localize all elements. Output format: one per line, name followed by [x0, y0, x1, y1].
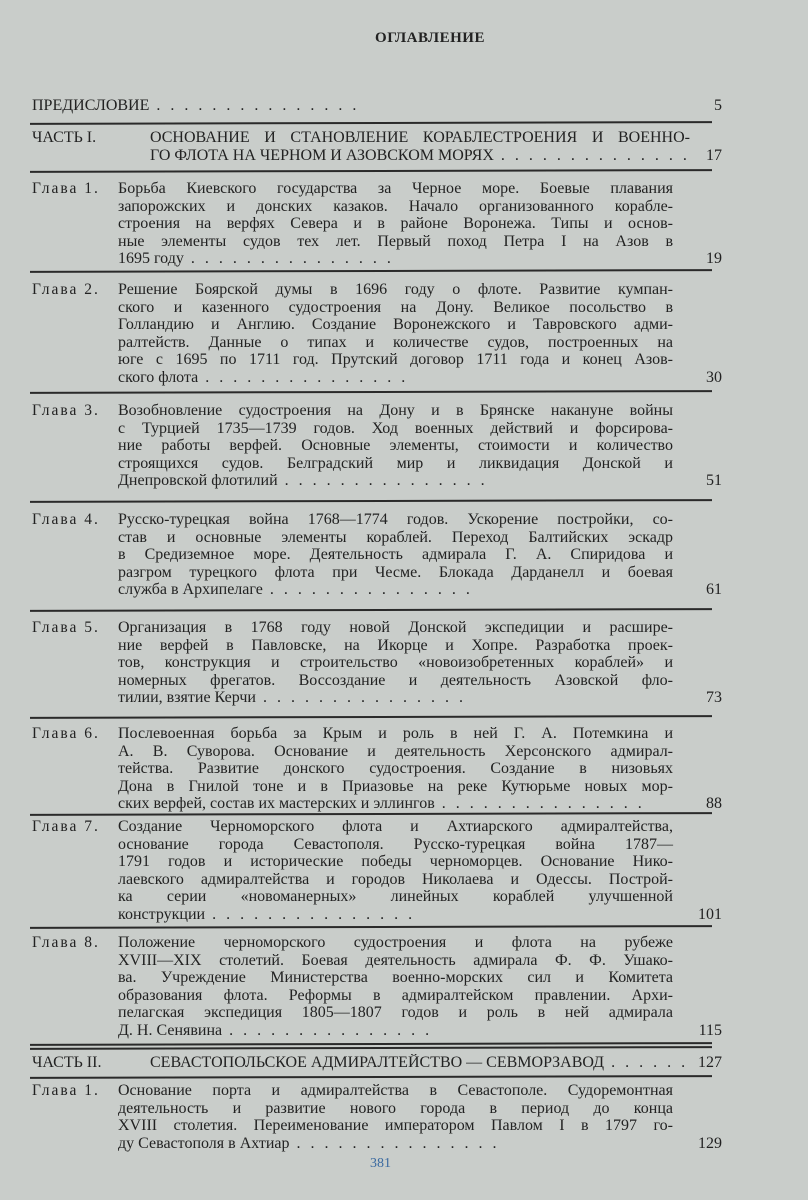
- entry-title-line: Создание Черноморского флота и Ахтиарского адмиралтейства,: [118, 818, 673, 835]
- entry-title-line: XVIII столетия. Переименование императором Павлом I в 1797 го-: [118, 1117, 673, 1134]
- entry-page-number: 5: [714, 97, 722, 114]
- entry-title-line: тов, конструкция и строительство «новоизобретенных кораблей» и: [118, 654, 673, 671]
- toc-entry[interactable]: [32, 818, 722, 923]
- entry-title-line: Днепровской флотилий . .: [118, 472, 673, 490]
- entry-title-line: 1791 годов и исторические победы черноморцев. Основание Нико-: [118, 853, 673, 870]
- divider: [30, 269, 712, 273]
- toc-entry[interactable]: [32, 725, 722, 813]
- entry-page-number: 127: [698, 1054, 722, 1071]
- entry-title: [118, 180, 673, 268]
- entry-page-number: 51: [706, 472, 722, 489]
- page-number: 381: [370, 1156, 391, 1171]
- entry-title: [118, 619, 673, 707]
- entry-title-line: А. В. Суворова. Основание и деятельность Херсонского адмирал-: [118, 742, 673, 760]
- entry-title: [32, 97, 672, 115]
- entry-label: Глава 5.: [32, 619, 100, 636]
- entry-title-line: запорожских и донских казаков. Начало организованного корабле-: [118, 197, 673, 215]
- entry-title-line: Д. Н. Сенявина . .: [118, 1022, 673, 1040]
- divider: [30, 499, 712, 503]
- entry-title-line: ные элементы судов тех лет. Первый поход Петра I на Азов в: [118, 232, 673, 250]
- entry-label: Глава 6.: [32, 725, 100, 742]
- entry-title-line: ского флота . .: [118, 369, 673, 387]
- entry-title-line: СЕВАСТОПОЛЬСКОЕ АДМИРАЛТЕЙСТВО — СЕВМОРЗАВОД . .: [150, 1054, 690, 1072]
- entry-page-number: 19: [706, 250, 722, 267]
- entry-title-line: Возобновление судостроения на Дону и в Брянске накануне войны: [118, 402, 673, 419]
- entry-label: Глава 1.: [32, 180, 100, 197]
- entry-title-line: с Турцией 1735—1739 годов. Ход военных действий и форсирова-: [118, 419, 673, 437]
- entry-page-number: 129: [698, 1134, 722, 1152]
- entry-title-line: ду Севастополя в Ахтиар . .: [118, 1135, 673, 1153]
- entry-label: ЧАСТЬ II.: [32, 1054, 102, 1071]
- entry-title-line: ралтейств. Данные о типах и количестве судов, построенных на: [118, 333, 673, 351]
- entry-title-line: Положение черноморского судостроения и флота на рубеже: [118, 934, 673, 951]
- entry-label: Глава 8.: [32, 934, 100, 951]
- entry-title-line: юге с 1695 по 1711 год. Прутский договор 1711 года и конец Азов-: [118, 351, 673, 368]
- entry-label: Глава 1.: [32, 1082, 100, 1099]
- toc-entry[interactable]: [32, 281, 722, 386]
- entry-title: [118, 281, 673, 386]
- entry-title-line: ние работы верфей. Основные элементы, стоимости и количество: [118, 437, 673, 454]
- toc-entry[interactable]: [32, 402, 722, 490]
- entry-title-line: ние верфей в Павловске, на Икорце и Хопре. Разработка проек-: [118, 636, 673, 654]
- toc-entry[interactable]: [32, 511, 722, 599]
- entry-title: [118, 511, 673, 599]
- entry-title-line: Русско-турецкая война 1768—1774 годов. Ускорение постройки, со-: [118, 511, 673, 528]
- entry-title: [118, 1082, 673, 1152]
- toc-entry[interactable]: [32, 1082, 722, 1152]
- part-entry[interactable]: [32, 1054, 722, 1072]
- entry-label: Глава 3.: [32, 402, 100, 419]
- entry-title-line: ОСНОВАНИЕ И СТАНОВЛЕНИЕ КОРАБЛЕСТРОЕНИЯ И ВОЕННО-: [150, 129, 690, 146]
- entry-page-number: 61: [706, 581, 722, 598]
- entry-title-line: лаевского адмиралтейства и городов Николаева и Одессы. Построй-: [118, 870, 673, 888]
- entry-title-line: ва. Учреждение Министерства военно-морских сил и Комитета: [118, 969, 673, 986]
- divider: [30, 169, 712, 173]
- entry-title-line: строения на верфях Севера и в районе Воронежа. Типы и основ-: [118, 215, 673, 232]
- entry-label: Глава 2.: [32, 281, 100, 298]
- entry-title-line: конструкции . .: [118, 906, 673, 924]
- entry-title-line: строящихся судов. Белградский мир и ликвидация Донской и: [118, 454, 673, 472]
- entry-label: ЧАСТЬ I.: [32, 129, 97, 146]
- entry-title-line: Организация в 1768 году новой Донской экспедиции и расшире-: [118, 619, 673, 636]
- entry-title: [118, 725, 673, 813]
- divider: [30, 1046, 712, 1050]
- entry-title-line: Дона в Гнилой тоне и в Приазовье на реке Кутюрьме новых мор-: [118, 777, 673, 795]
- entry-page-number: 101: [698, 905, 722, 923]
- entry-title-line: ПРЕДИСЛОВИЕ . .: [32, 97, 672, 115]
- divider: [30, 925, 712, 929]
- entry-title-line: тилии, взятие Керчи . .: [118, 689, 673, 707]
- entry-title-line: деятельность и развитие нового города в период до конца: [118, 1099, 673, 1117]
- divider: [30, 1075, 712, 1079]
- entry-page-number: 73: [706, 689, 722, 706]
- entry-title-line: основание города Севастополя. Русско-турецкая война 1787—: [118, 835, 673, 853]
- part-entry[interactable]: [32, 129, 722, 164]
- entry-title: [118, 818, 673, 923]
- entry-title-line: Решение Боярской думы в 1696 году о флоте. Развитие кумпан-: [118, 281, 673, 298]
- entry-title-line: пелагская экспедиция 1805—1807 годов и роль в ней адмирала: [118, 1004, 673, 1021]
- page-title: ОГЛАВЛЕНИЕ: [375, 30, 485, 46]
- entry-page-number: 30: [706, 368, 722, 386]
- entry-title-line: ского и казенного судостроения на Дону. Великое посольство в: [118, 298, 673, 316]
- entry-page-number: 88: [706, 795, 722, 812]
- entry-title-line: образования флота. Реформы в адмиралтейском правлении. Архи-: [118, 986, 673, 1004]
- entry-title-line: в Средиземное море. Деятельность адмирала Г. А. Спиридова и: [118, 546, 673, 563]
- divider: [30, 608, 712, 612]
- preface-entry[interactable]: [32, 97, 722, 115]
- entry-title: [118, 934, 673, 1039]
- divider: [30, 390, 712, 394]
- entry-title-line: ГО ФЛОТА НА ЧЕРНОМ И АЗОВСКОМ МОРЯХ . .: [150, 147, 690, 165]
- entry-title: [150, 129, 690, 164]
- entry-title-line: служба в Архипелаге . .: [118, 581, 673, 599]
- entry-label: Глава 7.: [32, 818, 100, 835]
- entry-title-line: ка серии «новоманерных» линейных кораблей улучшенной: [118, 888, 673, 905]
- entry-title-line: номерных фрегатов. Воссоздание и деятельность Азовской фло-: [118, 671, 673, 689]
- divider: [30, 121, 712, 125]
- toc-entry[interactable]: [32, 180, 722, 268]
- entry-title-line: Основание порта и адмиралтейства в Севастополе. Судоремонтная: [118, 1082, 673, 1099]
- entry-title-line: XVIII—XIX столетий. Боевая деятельность адмирала Ф. Ф. Ушако-: [118, 951, 673, 969]
- entry-title: [118, 402, 673, 490]
- entry-title-line: Борьба Киевского государства за Черное море. Боевые плавания: [118, 180, 673, 197]
- entry-title-line: Голландию и Англию. Создание Воронежского и Тавровского адми-: [118, 316, 673, 333]
- entry-title-line: став и основные элементы кораблей. Переход Балтийских эскадр: [118, 528, 673, 546]
- entry-title-line: Послевоенная борьба за Крым и роль в ней Г. А. Потемкина и: [118, 725, 673, 742]
- entry-title-line: тейства. Развитие донского судостроения. Создание в низовьях: [118, 760, 673, 777]
- divider: [30, 715, 712, 719]
- entry-title-line: 1695 году . .: [118, 250, 673, 268]
- entry-title-line: ских верфей, состав их мастерских и эллингов . .: [118, 795, 673, 813]
- entry-page-number: 17: [706, 146, 722, 164]
- toc-entry[interactable]: [32, 619, 722, 707]
- toc-entry[interactable]: [32, 934, 722, 1039]
- entry-title: [150, 1054, 690, 1072]
- entry-label: Глава 4.: [32, 511, 100, 528]
- entry-page-number: 115: [698, 1021, 722, 1039]
- entry-title-line: разгром турецкого флота при Чесме. Блокада Дарданелл и боевая: [118, 563, 673, 581]
- divider: [30, 812, 712, 816]
- divider: [30, 1042, 712, 1046]
